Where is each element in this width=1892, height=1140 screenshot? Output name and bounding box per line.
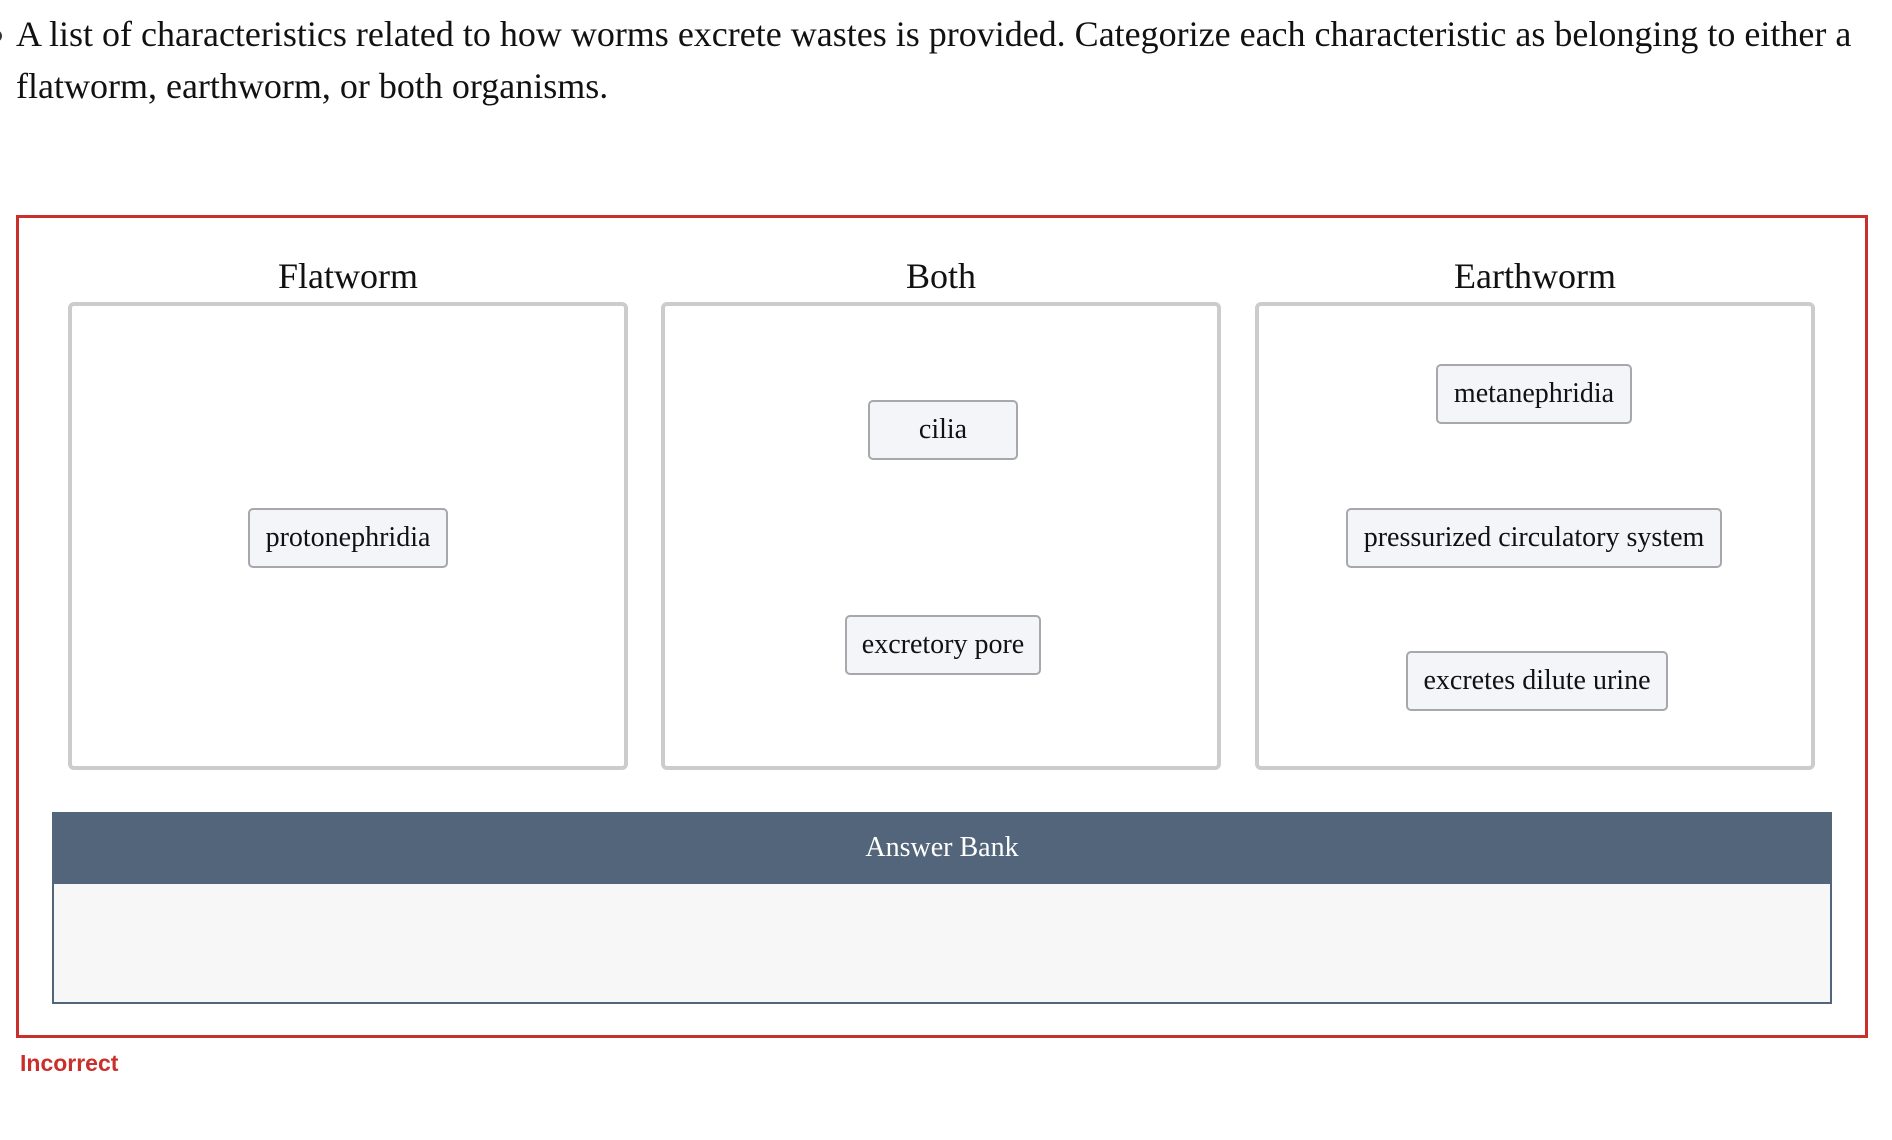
drop-zone-both[interactable]	[661, 302, 1221, 770]
chip-excretes-dilute-urine[interactable]: excretes dilute urine	[1406, 651, 1668, 711]
bin-heading-flatworm: Flatworm	[278, 256, 418, 296]
bin-heading-both: Both	[905, 256, 976, 296]
answer-bank-header: Answer Bank	[52, 812, 1832, 884]
chip-cilia[interactable]: cilia	[868, 400, 1018, 460]
status-incorrect-label: Incorrect	[20, 1050, 119, 1076]
chip-metanephridia[interactable]: metanephridia	[1436, 364, 1632, 424]
question-text: A list of characteristics related to how worms excrete wastes is provided. Categorize each characteristic as belonging to either a flatworm, earthworm, or both organisms.	[16, 14, 1852, 106]
chip-excretory-pore[interactable]: excretory pore	[845, 615, 1041, 675]
chip-pressurized-circulatory-system[interactable]: pressurized circulatory system	[1346, 508, 1722, 568]
answer-bank-drop-zone[interactable]	[52, 884, 1832, 1004]
bin-heading-earthworm: Earthworm	[1454, 256, 1616, 296]
question-bullet-icon	[0, 30, 2, 42]
drop-zone-flatworm[interactable]	[68, 302, 628, 770]
drop-zone-earthworm[interactable]	[1255, 302, 1815, 770]
chip-protonephridia[interactable]: protonephridia	[248, 508, 448, 568]
